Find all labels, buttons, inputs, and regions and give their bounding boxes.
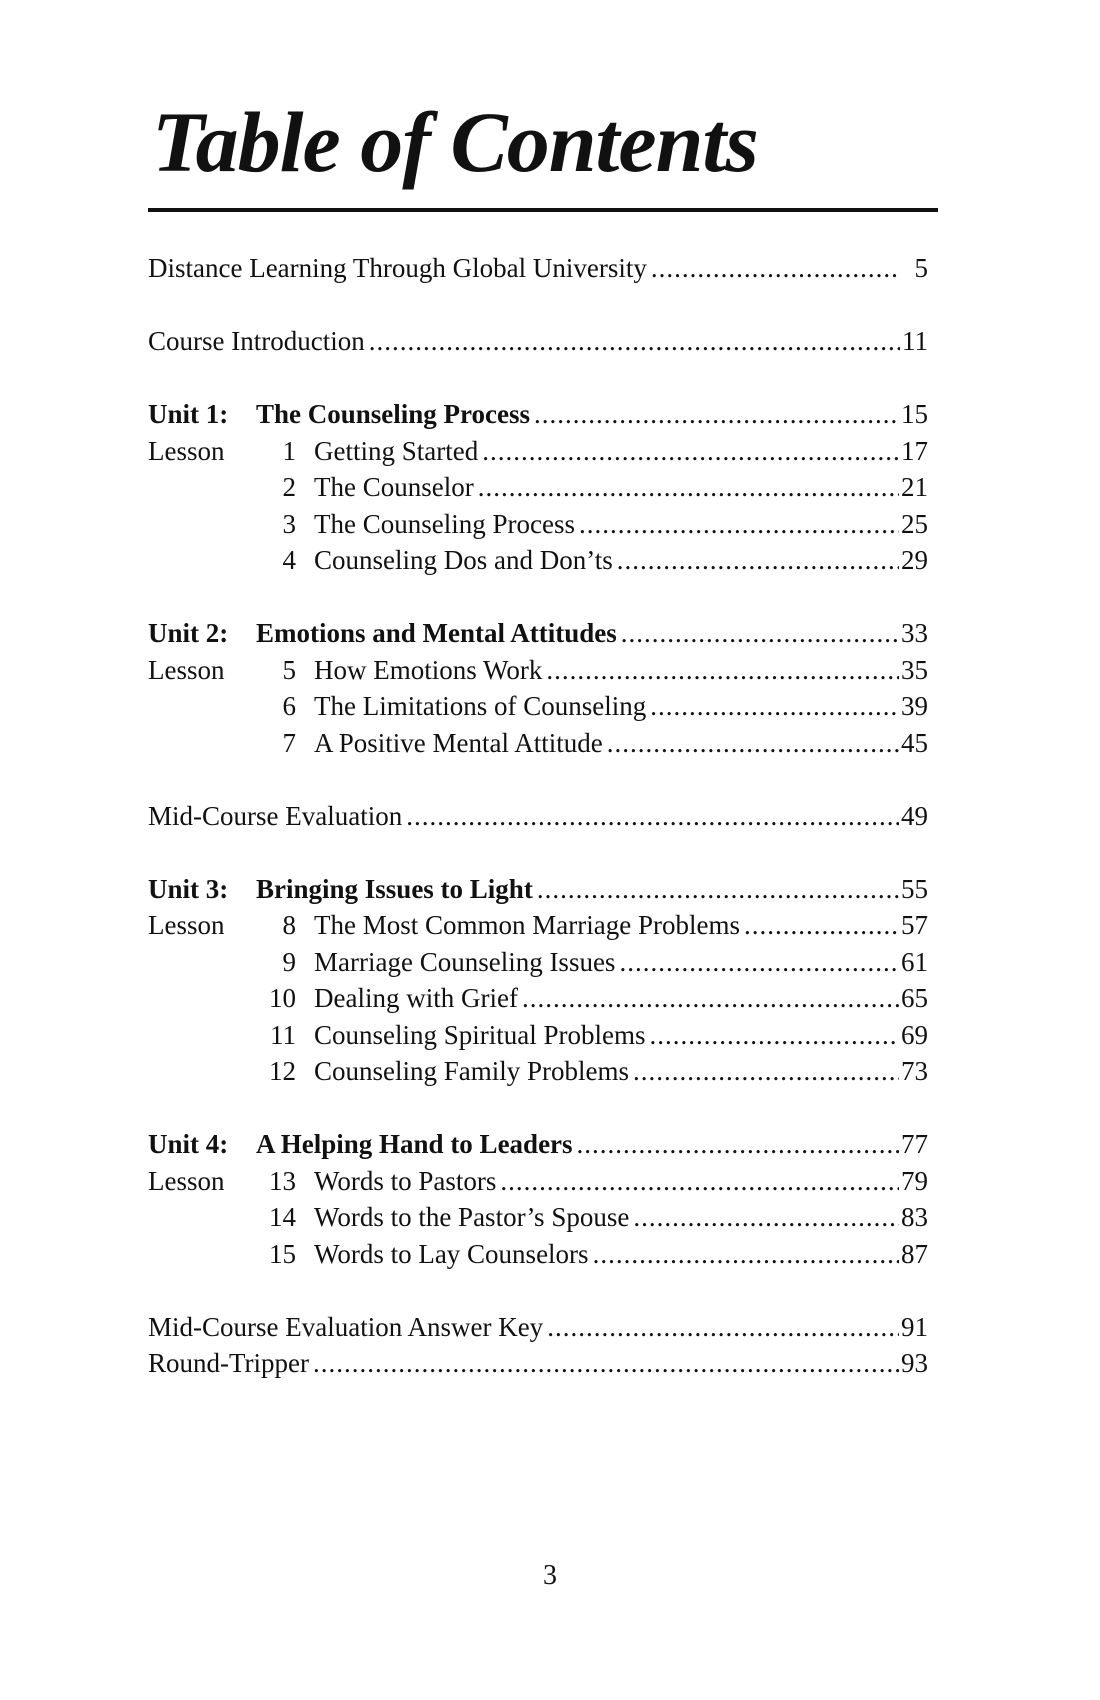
dot-leader — [619, 944, 899, 981]
entry-page-number: 17 — [901, 435, 928, 466]
entry-title: Round-Tripper — [148, 1348, 310, 1378]
entry-page-number: 83 — [901, 1202, 928, 1232]
toc-entry-lesson[interactable] — [148, 1236, 928, 1273]
toc-spacer — [148, 834, 928, 871]
toc-spacer — [148, 287, 928, 324]
toc-entry-lesson[interactable] — [148, 688, 928, 725]
toc-entry-plain[interactable] — [148, 1309, 928, 1346]
entry-page-number: 39 — [901, 691, 928, 721]
toc-spacer — [148, 1272, 928, 1309]
entry-title: Emotions and Mental Attitudes — [256, 618, 617, 648]
dot-leader — [633, 1199, 899, 1236]
dot-leader — [650, 688, 899, 725]
entry-page-number: 49 — [901, 800, 928, 831]
entry-page-number: 29 — [901, 545, 928, 575]
dot-leader — [744, 907, 899, 944]
dot-leader — [522, 980, 899, 1017]
entry-title: The Counseling Process — [256, 399, 531, 429]
lesson-number: 15 — [269, 1238, 296, 1269]
entry-title: A Positive Mental Attitude — [314, 727, 603, 758]
entry-title: Words to the Pastor’s Spouse — [314, 1202, 630, 1232]
toc-entry-lesson[interactable] — [148, 1199, 928, 1236]
dot-leader — [579, 506, 899, 543]
entry-page-number: 73 — [901, 1056, 928, 1086]
toc-entry-lesson[interactable] — [148, 652, 928, 689]
entry-page-number: 57 — [901, 910, 928, 940]
toc-entry-lesson[interactable] — [148, 725, 928, 762]
entry-page-number: 55 — [901, 873, 928, 904]
entry-title: The Counseling Process — [314, 508, 575, 539]
toc-entry-unit[interactable] — [148, 615, 928, 652]
dot-leader — [313, 1345, 899, 1382]
toc-entry-plain[interactable] — [148, 798, 928, 835]
dot-leader — [617, 542, 899, 579]
entry-title: Bringing Issues to Light — [256, 873, 533, 904]
lesson-label: Lesson — [148, 435, 225, 466]
toc-page — [148, 0, 938, 1700]
entry-title: Dealing with Grief — [314, 983, 518, 1013]
toc-entry-unit[interactable] — [148, 871, 928, 908]
entry-page-number: 91 — [901, 1311, 928, 1342]
dot-leader — [534, 396, 899, 433]
lesson-label: Lesson — [148, 654, 225, 685]
unit-label: Unit 1: — [148, 399, 229, 429]
toc-entry-lesson[interactable] — [148, 907, 928, 944]
entry-page-number: 33 — [901, 618, 928, 648]
lesson-number: 1 — [282, 435, 296, 466]
dot-leader — [406, 798, 899, 835]
lesson-number: 11 — [270, 1019, 296, 1050]
entry-page-number: 5 — [914, 253, 928, 283]
entry-page-number: 25 — [901, 508, 928, 539]
toc-entry-lesson[interactable] — [148, 944, 928, 981]
toc-spacer — [148, 360, 928, 397]
entry-page-number: 79 — [901, 1165, 928, 1196]
entry-title: How Emotions Work — [314, 654, 543, 685]
entry-page-number: 11 — [902, 326, 928, 356]
entry-page-number: 21 — [901, 472, 928, 502]
toc-entry-unit[interactable] — [148, 396, 928, 433]
entry-title: Words to Pastors — [314, 1165, 497, 1196]
page-number: 3 — [543, 1560, 557, 1591]
entry-page-number: 93 — [901, 1348, 928, 1378]
toc-list — [148, 250, 928, 1382]
dot-leader — [633, 1053, 899, 1090]
dot-leader — [650, 1017, 899, 1054]
entry-page-number: 15 — [901, 399, 928, 429]
toc-entry-lesson[interactable] — [148, 1017, 928, 1054]
lesson-number: 13 — [269, 1165, 296, 1196]
entry-title: Getting Started — [314, 435, 479, 466]
toc-entry-lesson[interactable] — [148, 1163, 928, 1200]
entry-title: The Limitations of Counseling — [314, 691, 647, 721]
lesson-number: 10 — [269, 983, 296, 1013]
entry-title: The Counselor — [314, 472, 474, 502]
dot-leader — [500, 1163, 899, 1200]
page-title: Table of Contents — [152, 94, 758, 190]
dot-leader — [537, 871, 899, 908]
unit-label: Unit 4: — [148, 1129, 229, 1159]
entry-page-number: 77 — [901, 1129, 928, 1159]
lesson-number: 8 — [282, 910, 296, 940]
lesson-number: 3 — [282, 508, 296, 539]
lesson-label: Lesson — [148, 910, 225, 940]
dot-leader — [621, 615, 899, 652]
lesson-number: 7 — [282, 727, 296, 758]
lesson-number: 12 — [269, 1056, 296, 1086]
dot-leader — [546, 652, 899, 689]
toc-entry-unit[interactable] — [148, 1126, 928, 1163]
entry-title: Words to Lay Counselors — [314, 1238, 589, 1269]
toc-entry-lesson[interactable] — [148, 469, 928, 506]
lesson-number: 14 — [269, 1202, 296, 1232]
entry-page-number: 45 — [901, 727, 928, 758]
unit-label: Unit 3: — [148, 873, 229, 904]
dot-leader — [478, 469, 899, 506]
entry-title: A Helping Hand to Leaders — [256, 1129, 573, 1159]
dot-leader — [577, 1126, 899, 1163]
entry-page-number: 61 — [901, 946, 928, 977]
entry-title: Counseling Spiritual Problems — [314, 1019, 646, 1050]
dot-leader — [482, 433, 899, 470]
entry-title: Counseling Family Problems — [314, 1056, 630, 1086]
entry-page-number: 87 — [901, 1238, 928, 1269]
lesson-number: 4 — [282, 545, 296, 575]
entry-page-number: 35 — [901, 654, 928, 685]
entry-title: The Most Common Marriage Problems — [314, 910, 740, 940]
toc-spacer — [148, 761, 928, 798]
toc-entry-plain[interactable] — [148, 1345, 928, 1382]
toc-entry-lesson[interactable] — [148, 980, 928, 1017]
toc-entry-lesson[interactable] — [148, 433, 928, 470]
entry-title: Course Introduction — [148, 326, 365, 356]
entry-title: Counseling Dos and Don’ts — [314, 545, 613, 575]
toc-entry-plain[interactable] — [148, 323, 928, 360]
lesson-number: 5 — [282, 654, 296, 685]
toc-spacer — [148, 579, 928, 616]
toc-spacer — [148, 1090, 928, 1127]
unit-label: Unit 2: — [148, 618, 229, 648]
dot-leader — [607, 725, 899, 762]
entry-page-number: 69 — [901, 1019, 928, 1050]
entry-title: Marriage Counseling Issues — [314, 946, 616, 977]
toc-entry-lesson[interactable] — [148, 1053, 928, 1090]
lesson-label: Lesson — [148, 1165, 225, 1196]
dot-leader — [369, 323, 900, 360]
toc-entry-plain[interactable] — [148, 250, 928, 287]
lesson-number: 6 — [282, 691, 296, 721]
toc-entry-lesson[interactable] — [148, 542, 928, 579]
entry-title: Distance Learning Through Global University — [148, 253, 647, 283]
title-rule — [148, 208, 938, 212]
entry-page-number: 65 — [901, 983, 928, 1013]
lesson-number: 2 — [282, 472, 296, 502]
dot-leader — [547, 1309, 899, 1346]
dot-leader — [651, 250, 900, 287]
toc-entry-lesson[interactable] — [148, 506, 928, 543]
entry-title: Mid-Course Evaluation — [148, 800, 403, 831]
entry-title: Mid-Course Evaluation Answer Key — [148, 1311, 544, 1342]
lesson-number: 9 — [282, 946, 296, 977]
dot-leader — [593, 1236, 899, 1273]
